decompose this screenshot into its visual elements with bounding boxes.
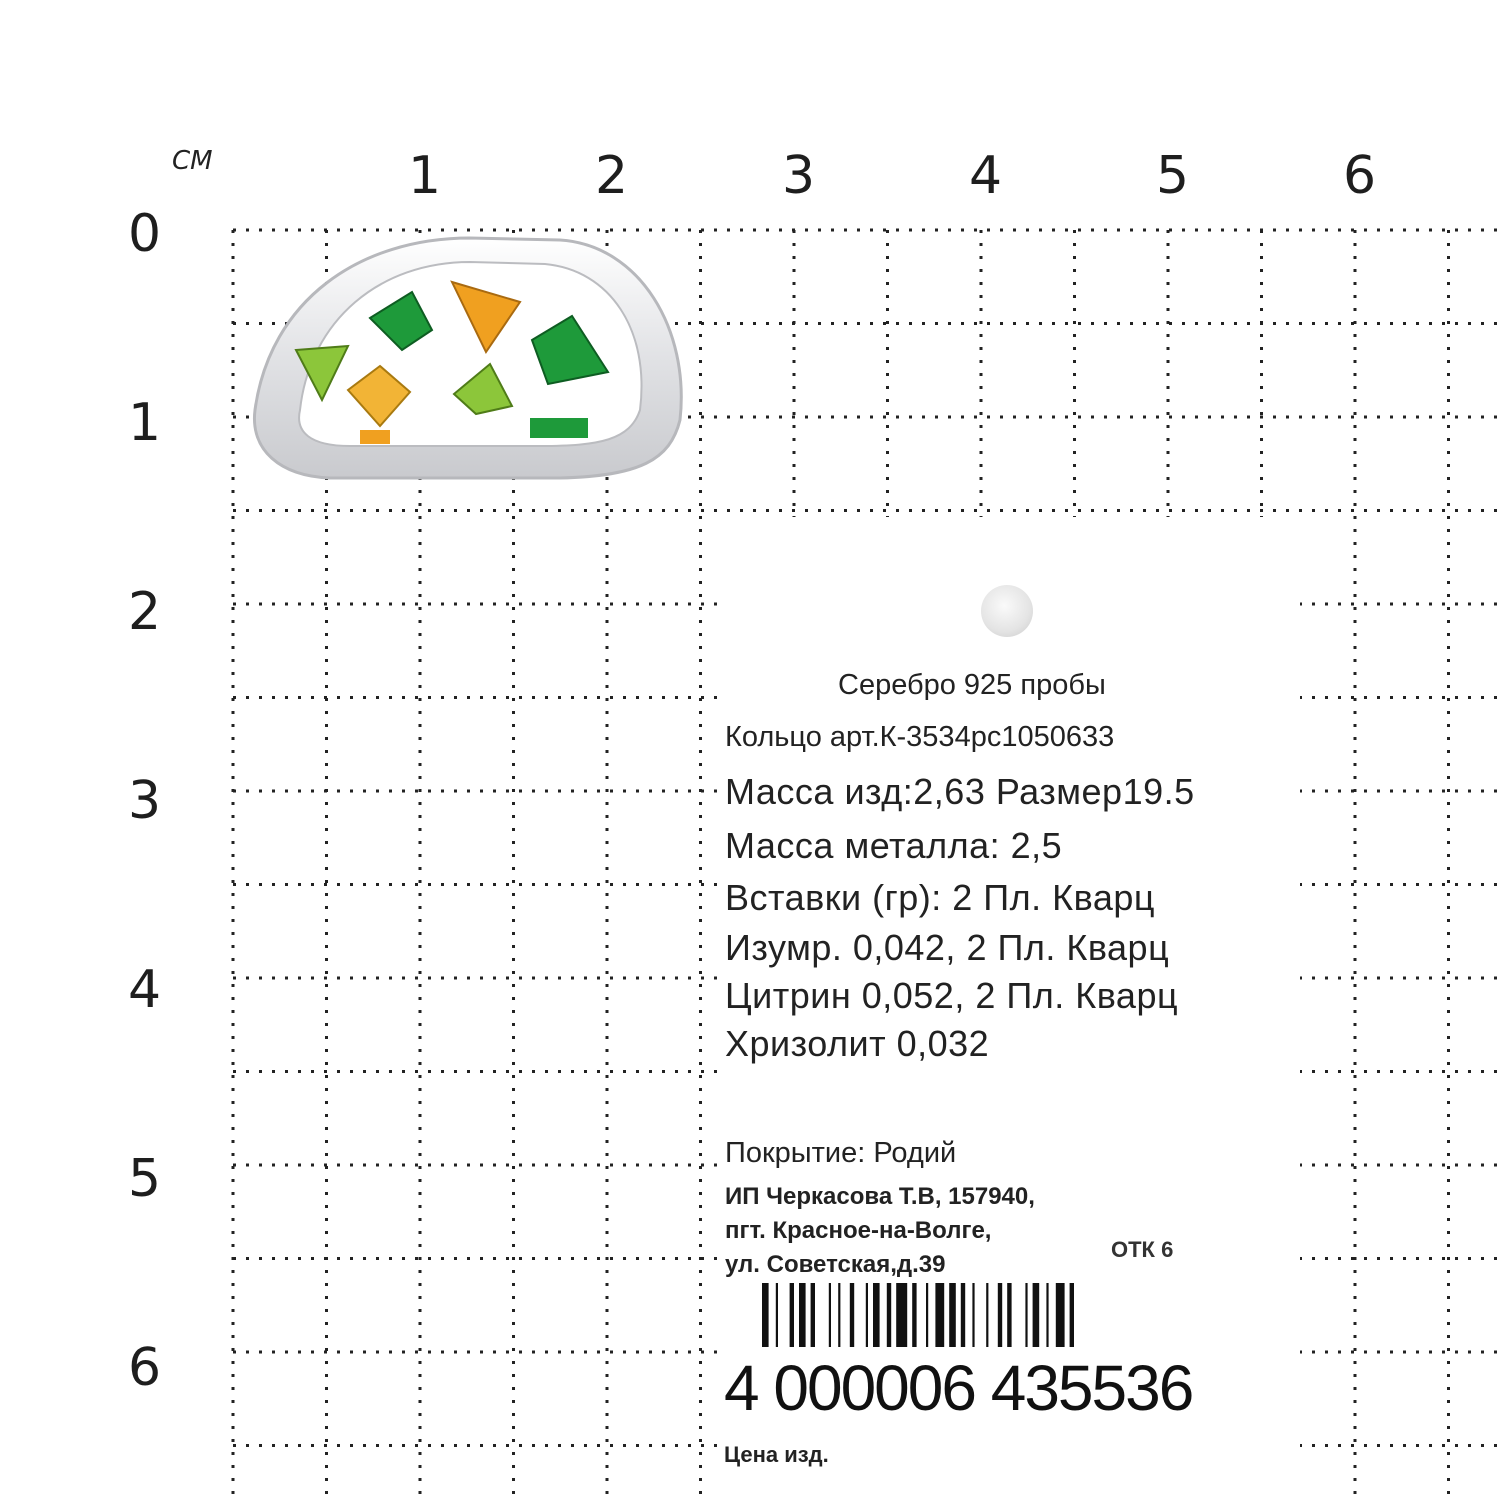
x-axis-label: 6 — [1343, 146, 1377, 206]
tag-metal-line: Серебро 925 пробы — [838, 669, 1106, 701]
tag-emerald-line: Изумр. 0,042, 2 Пл. Кварц — [725, 927, 1170, 968]
barcode-bar — [986, 1283, 988, 1347]
x-axis-label: 1 — [408, 146, 442, 206]
barcode-bar — [1007, 1283, 1011, 1347]
price-tag — [718, 517, 1300, 1500]
tag-maker-line: ул. Советская,д.39 — [725, 1251, 946, 1278]
barcode-bar — [1056, 1283, 1065, 1347]
tag-article-line: Кольцо арт.К-3534рс1050633 — [725, 721, 1115, 753]
barcode — [762, 1283, 1262, 1347]
barcode-bar — [1025, 1283, 1027, 1347]
tag-citrine-line: Цитрин 0,052, 2 Пл. Кварц — [725, 975, 1179, 1016]
y-axis-label: 3 — [128, 771, 162, 831]
x-axis-label: 2 — [595, 146, 629, 206]
barcode-number: 4 000006 435536 — [724, 1352, 1193, 1424]
barcode-bar — [949, 1283, 956, 1347]
barcode-bar — [1033, 1283, 1040, 1347]
barcode-bar — [912, 1283, 916, 1347]
y-axis-label: 2 — [128, 582, 162, 642]
tag-maker-line: пгт. Красное-на-Волге, — [725, 1217, 992, 1244]
tag-metal-weight-line: Масса металла: 2,5 — [725, 825, 1063, 866]
y-axis-label: 1 — [128, 393, 162, 453]
barcode-bar — [811, 1283, 815, 1347]
citrine-stone — [360, 430, 390, 444]
barcode-bar — [935, 1283, 944, 1347]
barcode-bar — [850, 1283, 854, 1347]
barcode-bar — [799, 1283, 806, 1347]
barcode-bar — [873, 1283, 880, 1347]
y-axis-label: 0 — [128, 204, 162, 264]
tag-inserts-line: Вставки (гр): 2 Пл. Кварц — [725, 877, 1155, 918]
y-axis-label: 5 — [128, 1149, 162, 1209]
tag-coating-line: Покрытие: Родий — [725, 1137, 957, 1169]
barcode-bar — [998, 1283, 1002, 1347]
y-axis-label: 6 — [128, 1338, 162, 1398]
tag-otk: ОТК 6 — [1111, 1237, 1174, 1262]
barcode-bar — [1070, 1283, 1074, 1347]
y-axis-label: 4 — [128, 960, 162, 1020]
x-axis-label: 3 — [782, 146, 816, 206]
barcode-bar — [972, 1283, 974, 1347]
barcode-bar — [926, 1283, 928, 1347]
barcode-bar — [838, 1283, 840, 1347]
barcode-bar — [762, 1283, 769, 1347]
tag-price-label: Цена изд. — [724, 1442, 829, 1467]
tag-chrysolite-line: Хризолит 0,032 — [725, 1023, 990, 1064]
x-axis-label: 5 — [1156, 146, 1190, 206]
unit-label: СМ — [172, 146, 213, 176]
x-axis-label: 4 — [969, 146, 1003, 206]
barcode-bar — [896, 1283, 907, 1347]
barcode-bar — [776, 1283, 778, 1347]
tag-weight-line: Масса изд:2,63 Размер19.5 — [725, 771, 1195, 812]
tag-hole — [981, 585, 1033, 637]
barcode-bar — [790, 1283, 794, 1347]
barcode-bar — [961, 1283, 965, 1347]
barcode-bar — [1046, 1283, 1048, 1347]
barcode-bar — [866, 1283, 868, 1347]
tag-maker-line: ИП Черкасова Т.В, 157940, — [725, 1183, 1035, 1210]
barcode-bar — [887, 1283, 891, 1347]
emerald-stone — [530, 418, 588, 438]
barcode-bar — [829, 1283, 831, 1347]
